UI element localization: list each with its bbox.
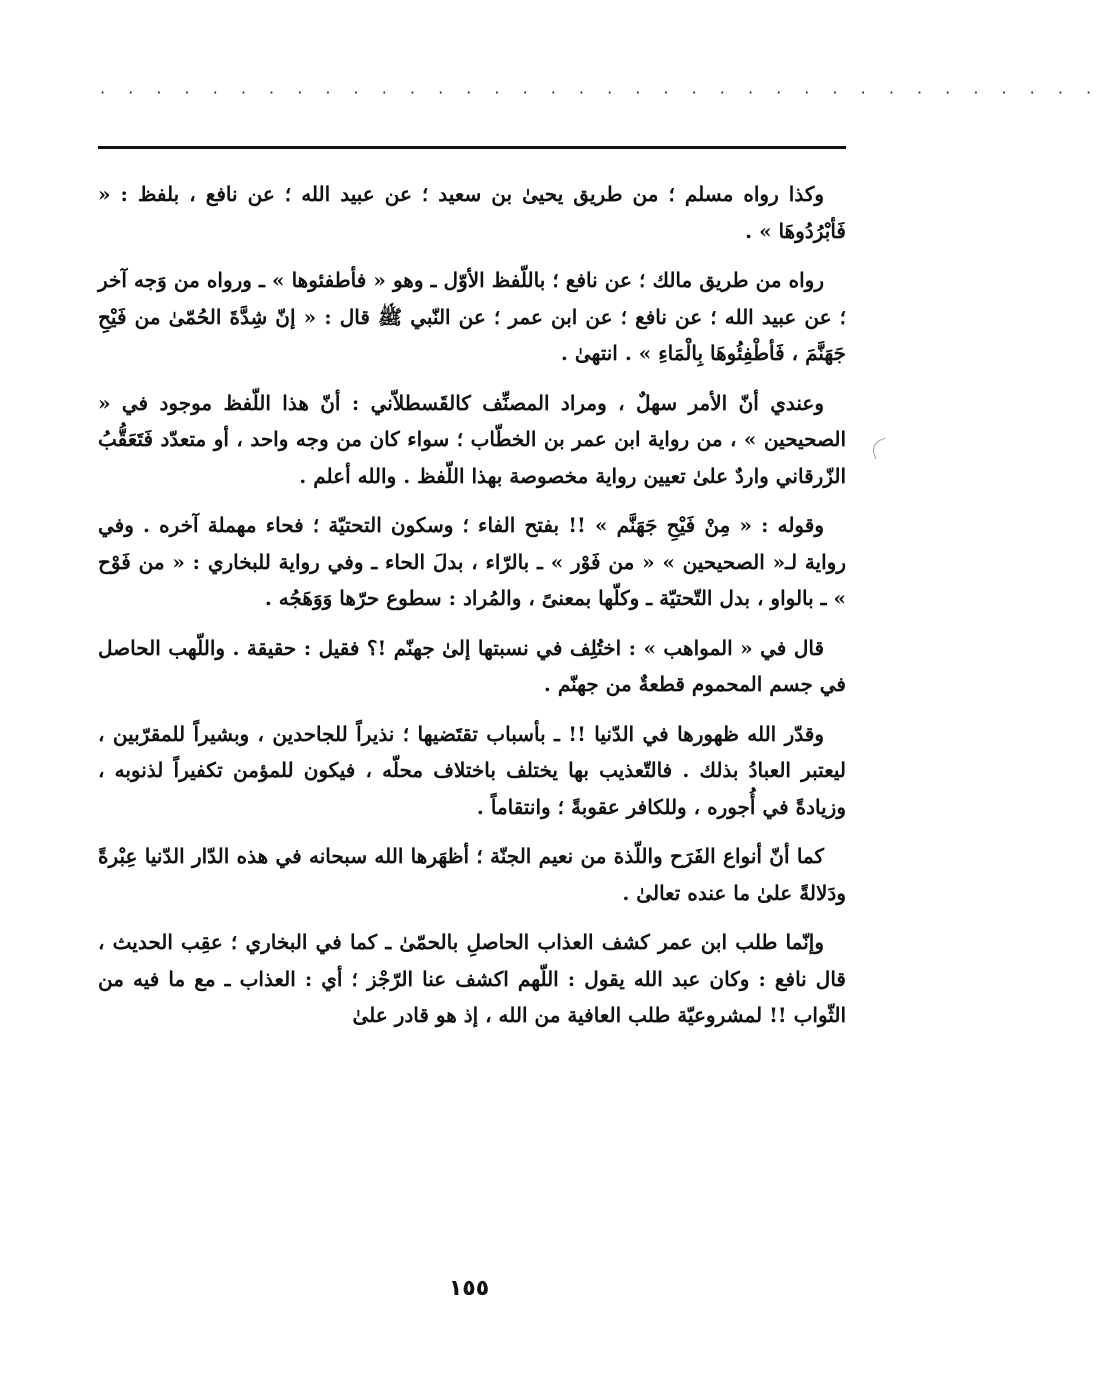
paragraph: وعندي أنّ الأمر سهلٌ ، ومراد المصنِّف كالقَسطلاّني : أنّ هذا اللّفظ موجود في « الصحيحين » ، من رواية ابن عمر بن الخطّاب ؛ سواء كان من وجه واحد ، أو متعدّد فَتَعَقُّبُ الزّرقاني واردٌ علىٰ تعيين رواية مخصوصة بهذا اللّفظ . والله أعلم . (98, 390, 846, 488)
paragraph: وقدّر الله ظهورها في الدّنيا !! ـ بأسباب تقتَضيها ؛ نذيراً للجاحدين ، وبشيراً للمقرّبين ، ليعتبر العبادُ بذلك . فالتّعذيب بها يختلف باختلاف محلّه ، فيكون للمؤمن تكفيراً لذنوبه ، وزيادةً في أُجوره ، وللكافر عقوبةً ؛ وانتقاماً . (98, 721, 846, 819)
text-body (98, 176, 846, 1047)
paragraph: وإنّما طلب ابن عمر كشف العذاب الحاصلِ بالحمّىٰ ـ كما في البخاري ؛ عقِب الحديث ، قال نافع : وكان عبد الله يقول : اللّهم اكشف عنا الرّجْز ؛ أي : العذاب ـ مع ما فيه من الثّواب !! لمشروعيّة طلب العافية من الله ، إذ هو قادر علىٰ (98, 930, 846, 1027)
paragraph: رواه من طريق مالك ؛ عن نافع ؛ باللّفظ الأوّل ـ وهو « فأطفئوها » ـ ورواه من وَجه آخر ؛ عن عبيد الله ؛ عن نافع ؛ عن ابن عمر ؛ عن النّبي ﷺ قال : « إنّ شِدَّةَ الحُمّىٰ من فَيْحِ جَهَنَّمَ ، فَأطْفِئُوهَا بِالْمَاءِ » . انتهىٰ . (98, 268, 846, 365)
paragraph: قال في « المواهب » : اختُلِف في نسبتها إلىٰ جهنّم !؟ فقيل : حقيقة . واللّهب الحاصل في جسم المحموم قطعةٌ من جهنّم . (98, 635, 846, 696)
header-rule (98, 146, 846, 149)
header-dotted-line: · · · · · · · · · · · · · · · · · · · · · · · · · · · · · · · · · · · · (100, 83, 1100, 102)
paragraph: وكذا رواه مسلم ؛ من طريق يحيىٰ بن سعيد ؛ عن عبيد الله ؛ عن نافع ، بلفظ : « فَأبْرُدُوهَا » . (98, 182, 846, 243)
page-number: ١٥٥ (448, 1276, 490, 1301)
paragraph: وقوله : « مِنْ فَيْحِ جَهَنَّم » !! بفتح الفاء ؛ وسكون التحتيّة ؛ فحاء مهملة آخره . وفي رواية لـ« الصحيحين » « من فَوْر » ـ بالرّاء ، بدلَ الحاء ـ وفي رواية للبخاري : « من فَوْح » ـ بالواو ، بدل التّحتيّة ـ وكلّها بمعنىً ، والمُراد : سطوع حرّها وَوَهَجُه . (98, 513, 846, 610)
paragraph: كما أنّ أنواع الفَرَح واللّذة من نعيم الجنّة ؛ أظهَرها الله سبحانه في هذه الدّار الدّنيا عِبْرةً ودَلالةً علىٰ ما عنده تعالىٰ . (98, 844, 846, 905)
margin-mark (870, 438, 892, 460)
